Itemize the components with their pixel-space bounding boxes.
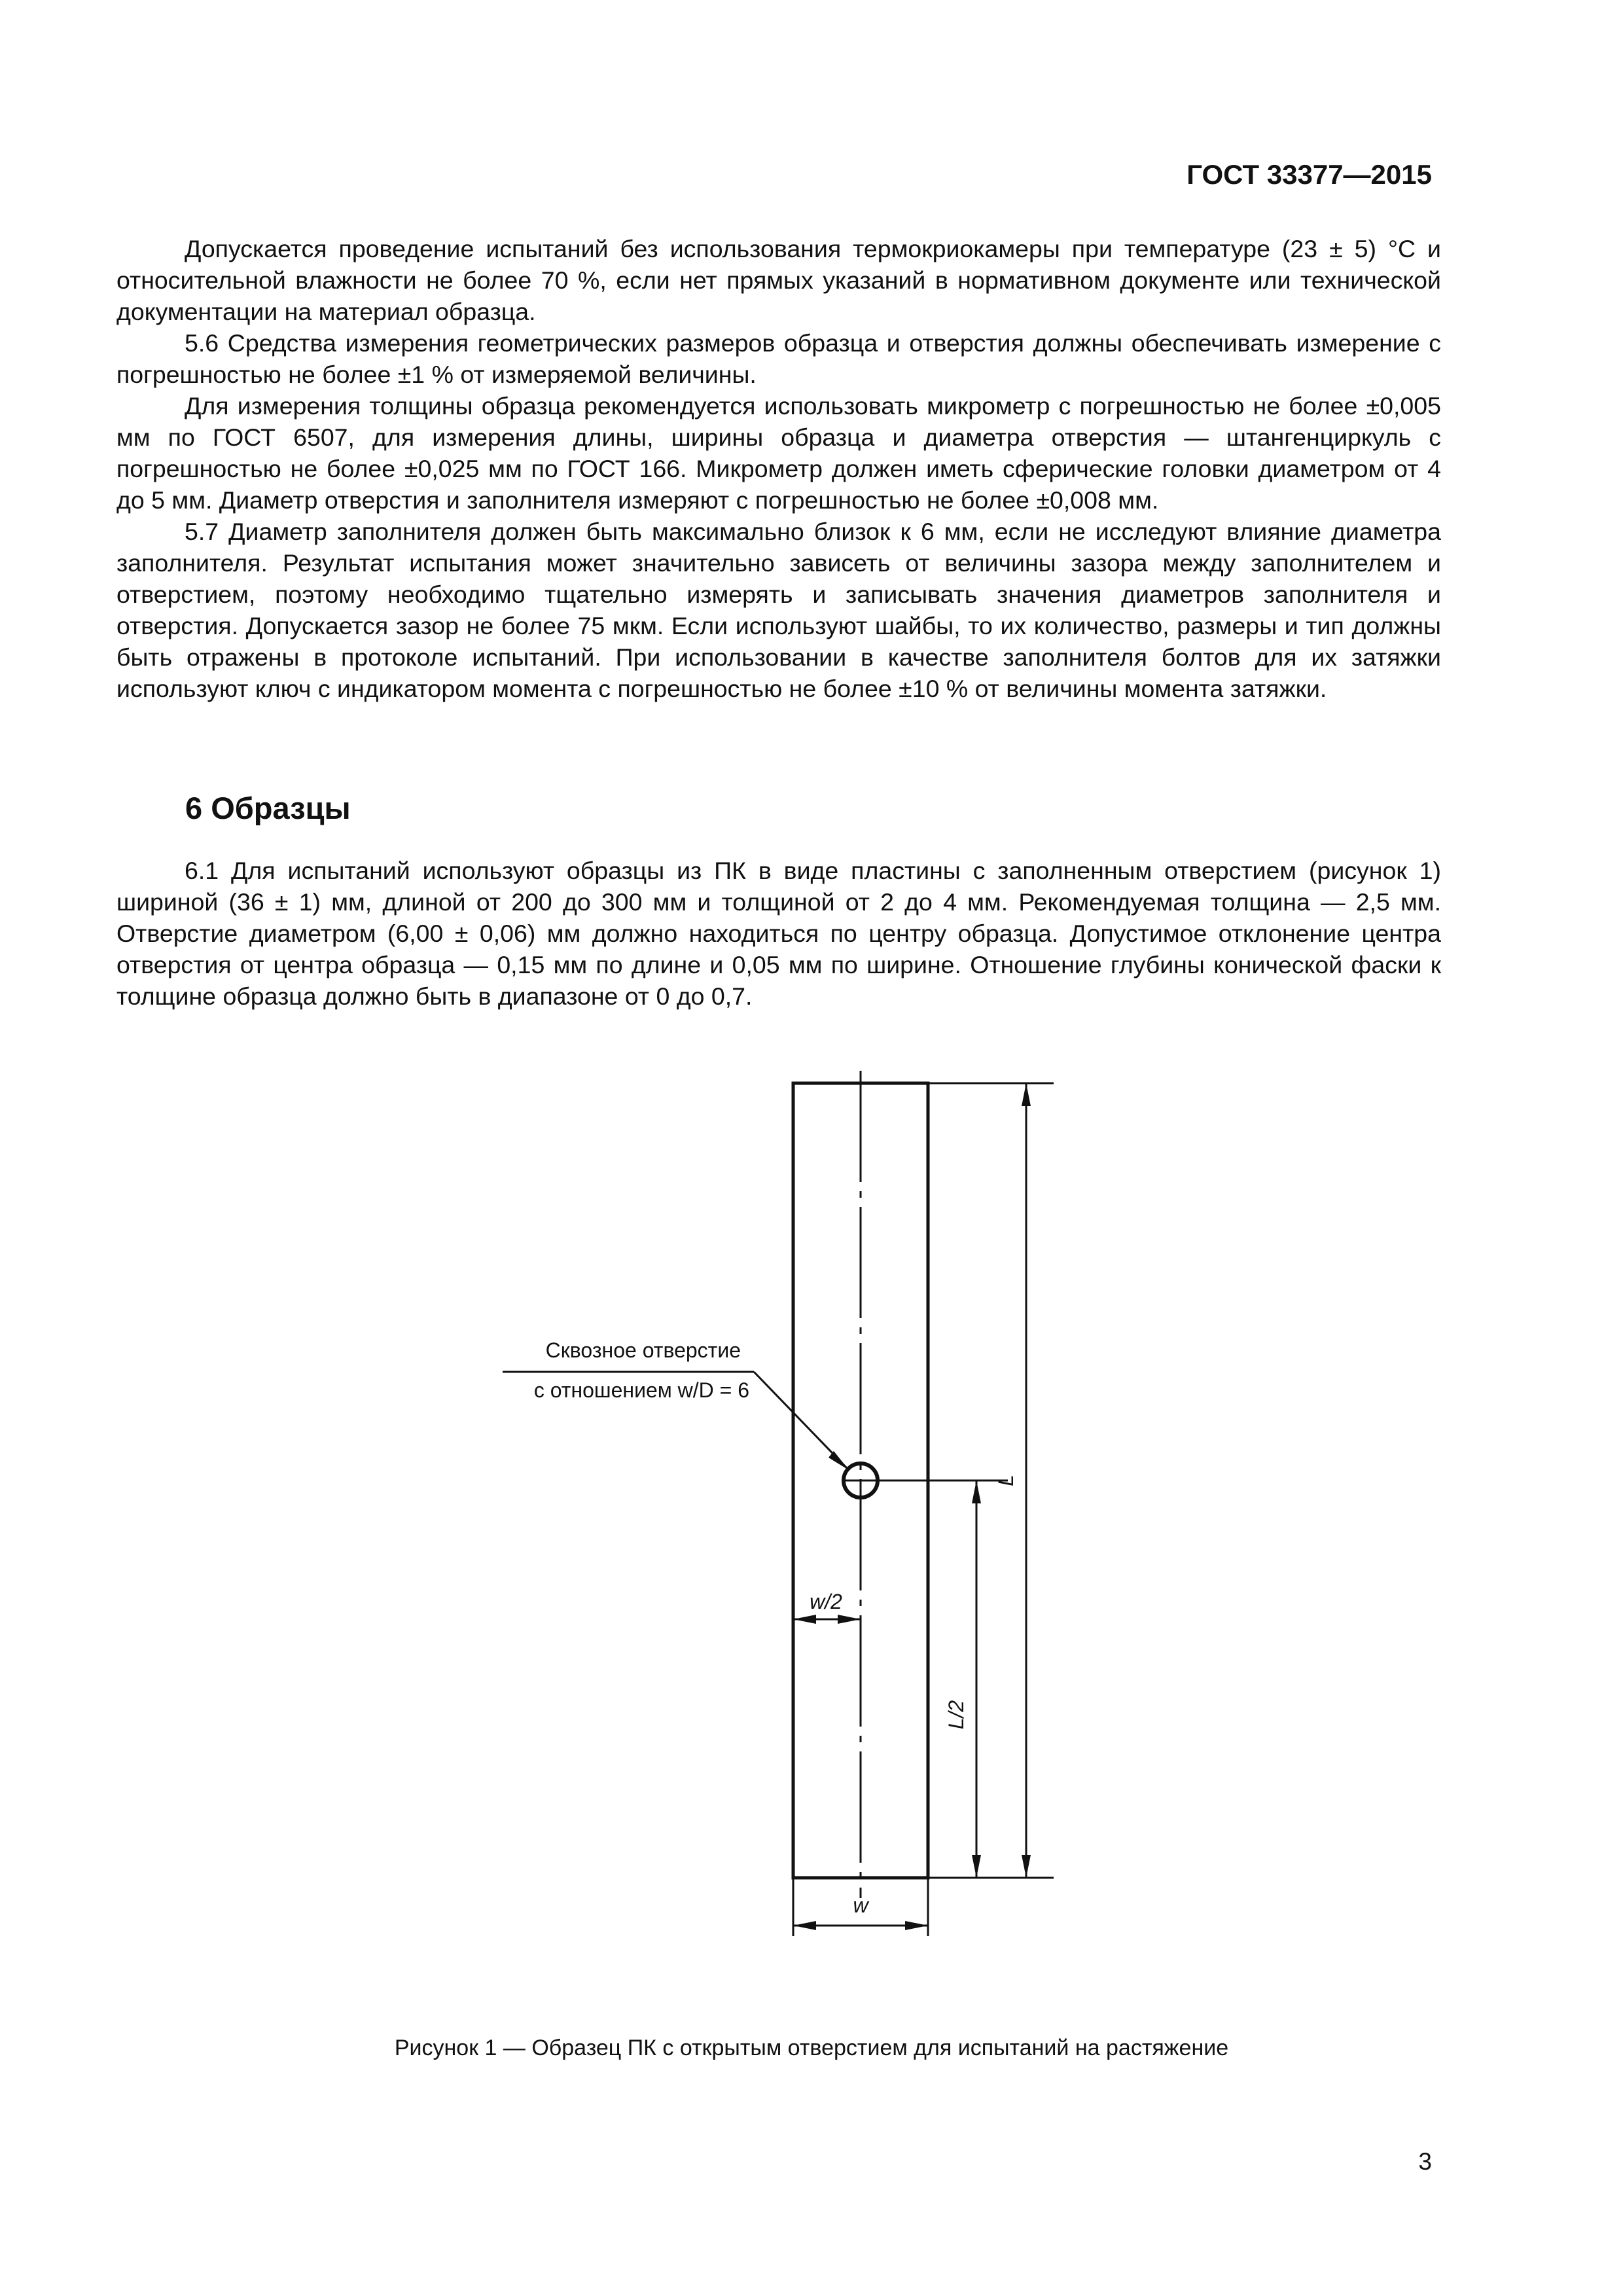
dimension-label-L: L	[994, 1475, 1018, 1486]
callout-label-line2: с отношением w/D = 6	[533, 1378, 749, 1402]
paragraph: 6.1 Для испытаний используют образцы из ПК в виде пластины с заполненным отверстием (рисунок 1) шириной (36 ± 1) мм, длиной от 200 до 300 мм и толщиной от 2 до 4 мм. Рекомендуемая толщина — 2,5 мм. Отверстие диаметром (6,00 ± 0,06) мм должно находиться по центру образца. Допустимое отклонение центра отверстия от центра образца — 0,15 мм по длине и 0,05 мм по ширине. Отношение глубины конической фаски к толщине образца должно быть в диапазоне от 0 до 0,7.	[116, 857, 1441, 1010]
arrow-L-bottom	[1022, 1855, 1031, 1878]
section-title: 6 Образцы	[185, 791, 351, 825]
paragraph: Допускается проведение испытаний без использования термокриокамеры при температуре (23 ± 5) °С и относительной влажности не более 70 %, если нет прямых указаний в нормативном документе или технической документации на материал образца.	[116, 235, 1441, 325]
document-header: ГОСТ 33377—2015	[1186, 159, 1432, 190]
arrow-w-right	[905, 1921, 928, 1930]
arrow-w-left	[793, 1921, 816, 1930]
dimension-label-w: w	[853, 1893, 868, 1917]
figure-caption: Рисунок 1 — Образец ПК с открытым отверстием для испытаний на растяжение	[394, 2036, 1229, 2060]
paragraph: 5.6 Средства измерения геометрических размеров образца и отверстия должны обеспечивать измерение с погрешностью не более ±1 % от измеряемой величины.	[116, 329, 1441, 388]
paragraph: Для измерения толщины образца рекомендуется использовать микрометр с погрешностью не более ±0,005 мм по ГОСТ 6507, для измерения длины, ширины образца и диаметра отверстия — штангенциркуль с погрешностью не более ±0,025 мм по ГОСТ 166. Микрометр должен иметь сферические головки диаметром от 4 до 5 мм. Диаметр отверстия и заполнителя измеряют с погрешностью не более ±0,008 мм.	[116, 392, 1441, 514]
page-number: 3	[1418, 2148, 1432, 2175]
callout-label-line1: Сквозное отверстие	[545, 1338, 741, 1362]
paragraph: 5.7 Диаметр заполнителя должен быть максимально близок к 6 мм, если не исследуют влияние диаметра заполнителя. Результат испытания может значительно зависеть от величины зазора между заполнителем и отверстием, поэтому необходимо тщательно измерять и записывать значения диаметров заполнителя и отверстия. Допускается зазор не более 75 мкм. Если используют шайбы, то их количество, размеры и тип должны быть отражены в протоколе испытаний. При использовании в качестве заполнителя болтов для их затяжки используют ключ с индикатором момента с погрешностью не более ±10 % от величины момента затяжки.	[116, 518, 1441, 702]
dimension-label-L-half: L/2	[944, 1700, 968, 1730]
dimension-label-w-half: w/2	[810, 1590, 842, 1613]
arrow-callout	[829, 1451, 849, 1470]
arrow-L-half-top	[972, 1480, 981, 1503]
arrow-L-half-bottom	[972, 1855, 981, 1878]
arrow-w-half-right	[838, 1615, 861, 1624]
arrow-w-half-left	[793, 1615, 816, 1624]
arrow-L-top	[1022, 1083, 1031, 1106]
